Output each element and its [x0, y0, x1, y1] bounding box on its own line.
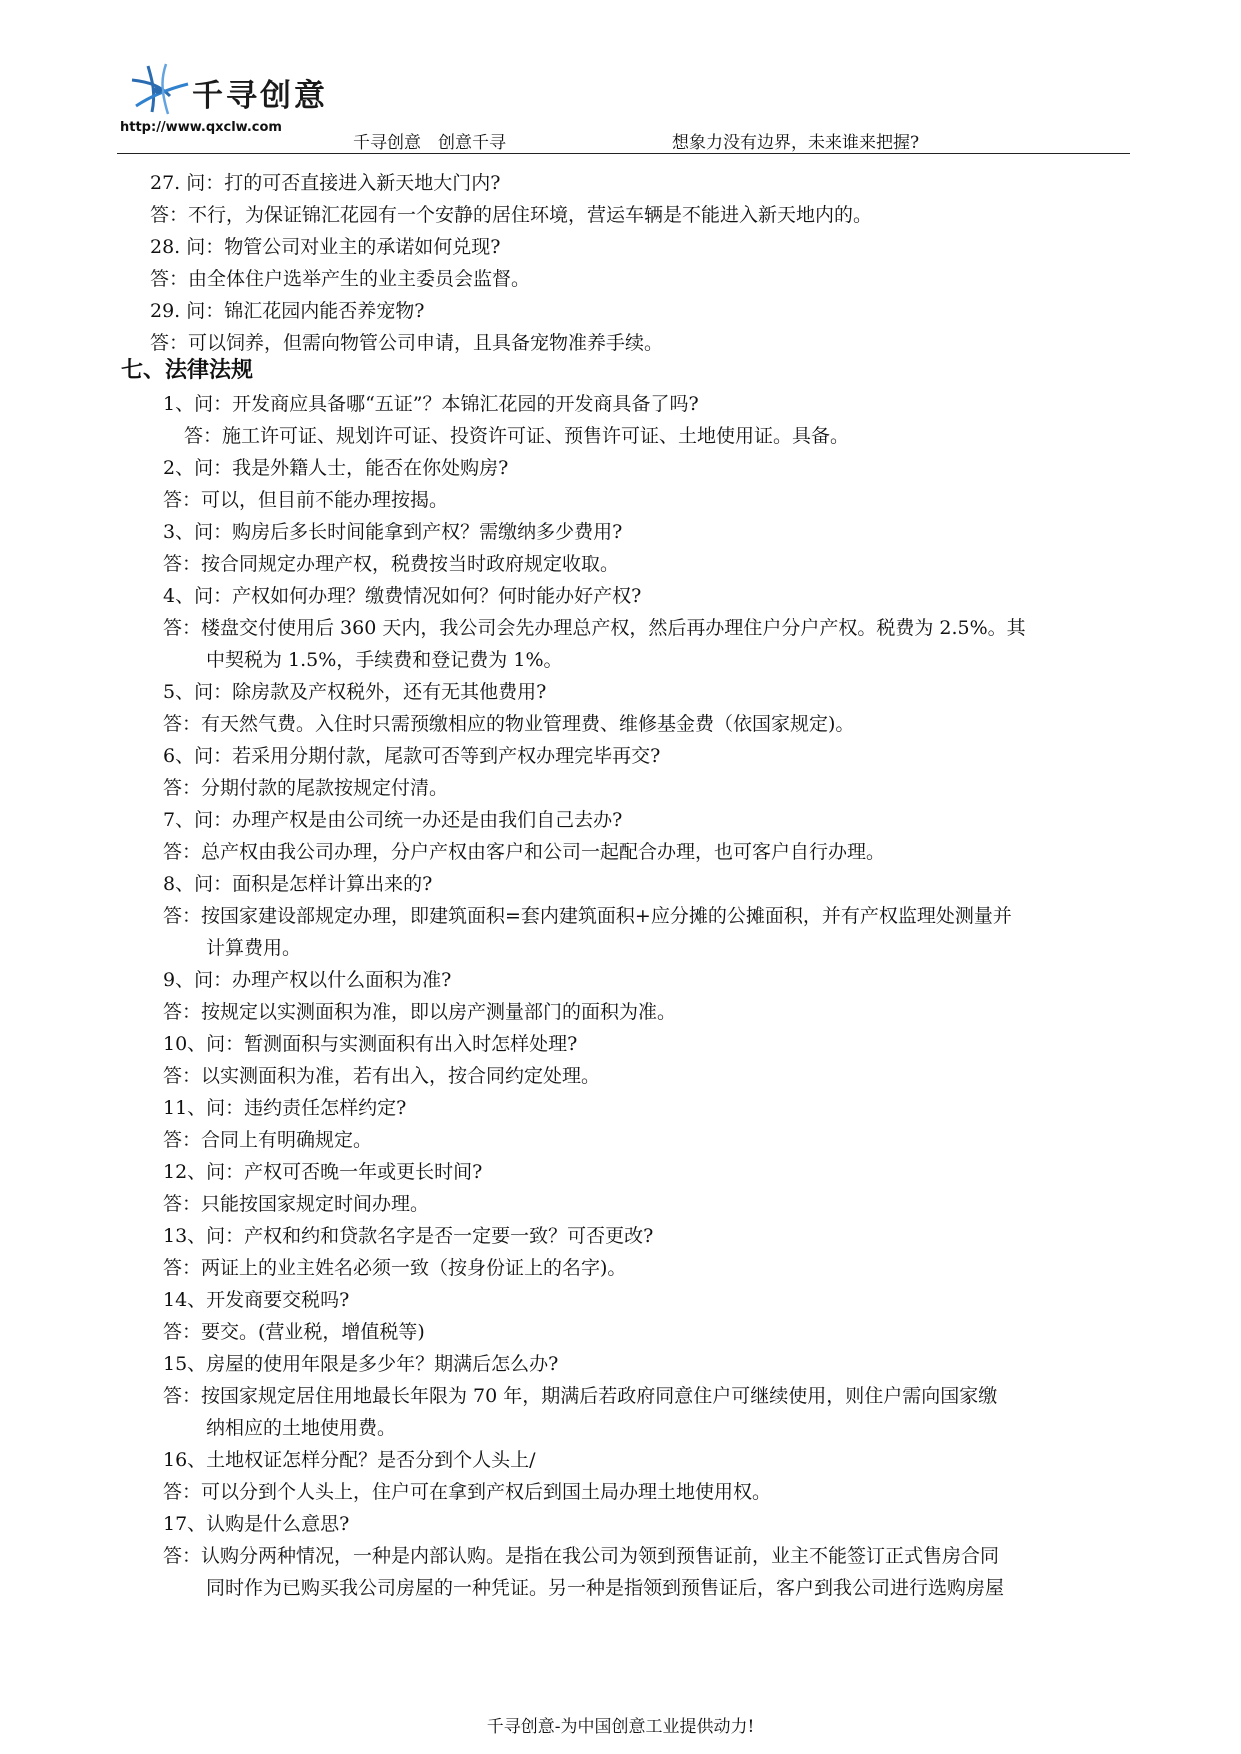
text-line: 答：按国家规定居住用地最长年限为 70 年，期满后若政府同意住户可继续使用，则住户需向国家缴	[163, 1385, 998, 1407]
text-line: 答：认购分两种情况，一种是内部认购。是指在我公司为领到预售证前，业主不能签订正式售房合同	[163, 1545, 1000, 1567]
text-line: 答：不行，为保证锦汇花园有一个安静的居住环境，营运车辆是不能进入新天地内的。	[150, 204, 873, 226]
page-footer: 千寻创意-为中国创意工业提供动力!	[486, 1717, 755, 1737]
text-line: 答：施工许可证、规划许可证、投资许可证、预售许可证、土地使用证。具备。	[184, 425, 850, 447]
text-line: 1、问：开发商应具备哪“五证”？本锦汇花园的开发商具备了吗?	[163, 393, 699, 415]
text-line: 12、问：产权可否晚一年或更长时间?	[163, 1161, 483, 1183]
text-line: 答：按国家建设部规定办理，即建筑面积=套内建筑面积+应分摊的公摊面积，并有产权监理处测量并	[163, 905, 1012, 927]
text-line: 14、开发商要交税吗?	[163, 1289, 350, 1311]
text-line: 答：可以分到个人头上，住户可在拿到产权后到国土局办理土地使用权。	[163, 1481, 772, 1503]
section-heading: 七、法律法规	[121, 358, 254, 383]
text-line: 答：有天然气费。入住时只需预缴相应的物业管理费、维修基金费（依国家规定)。	[163, 713, 855, 735]
text-line: 答：可以饲养，但需向物管公司申请，且具备宠物准养手续。	[150, 332, 664, 354]
header-tagline-left: 千寻创意 创意千寻	[353, 133, 506, 153]
text-line: 答：要交。(营业税，增值税等)	[163, 1321, 425, 1343]
text-line: 2、问：我是外籍人士，能否在你处购房?	[163, 457, 509, 479]
header-divider	[117, 153, 1130, 154]
text-line: 纳相应的土地使用费。	[206, 1417, 397, 1439]
text-line: 29. 问：锦汇花园内能否养宠物?	[150, 300, 425, 322]
header-tagline-right: 想象力没有边界，未来谁来把握?	[672, 133, 920, 153]
logo-url: http://www.qxclw.com	[120, 120, 282, 135]
text-line: 28. 问：物管公司对业主的承诺如何兑现?	[150, 236, 501, 258]
text-line: 5、问：除房款及产权税外，还有无其他费用?	[163, 681, 547, 703]
company-logo	[120, 62, 330, 140]
text-line: 答：由全体住户选举产生的业主委员会监督。	[150, 268, 531, 290]
text-line: 13、问：产权和约和贷款名字是否一定要一致？可否更改?	[163, 1225, 654, 1247]
text-line: 同时作为已购买我公司房屋的一种凭证。另一种是指领到预售证后，客户到我公司进行选购房屋	[206, 1577, 1005, 1599]
text-line: 答：以实测面积为准，若有出入，按合同约定处理。	[163, 1065, 601, 1087]
text-line: 答：分期付款的尾款按规定付清。	[163, 777, 449, 799]
text-line: 计算费用。	[206, 937, 302, 959]
text-line: 答：只能按国家规定时间办理。	[163, 1193, 430, 1215]
text-line: 4、问：产权如何办理？缴费情况如何？何时能办好产权?	[163, 585, 642, 607]
logo-title: 千寻创意	[192, 78, 328, 114]
text-line: 6、问：若采用分期付款，尾款可否等到产权办理完毕再交?	[163, 745, 661, 767]
text-line: 10、问：暂测面积与实测面积有出入时怎样处理?	[163, 1033, 578, 1055]
star-logo-icon	[130, 62, 192, 118]
text-line: 答：楼盘交付使用后 360 天内，我公司会先办理总产权，然后再办理住户分户产权。税费为 2.5%。其	[163, 617, 1026, 639]
text-line: 8、问：面积是怎样计算出来的?	[163, 873, 433, 895]
text-line: 27. 问：打的可否直接进入新天地大门内?	[150, 172, 501, 194]
text-line: 中契税为 1.5%，手续费和登记费为 1%。	[206, 649, 563, 671]
text-line: 11、问：违约责任怎样约定?	[163, 1097, 407, 1119]
text-line: 16、土地权证怎样分配？是否分到个人头上/	[163, 1449, 536, 1471]
text-line: 答：按规定以实测面积为准，即以房产测量部门的面积为准。	[163, 1001, 677, 1023]
text-line: 17、认购是什么意思?	[163, 1513, 350, 1535]
text-line: 答：合同上有明确规定。	[163, 1129, 373, 1151]
text-line: 答：总产权由我公司办理，分户产权由客户和公司一起配合办理，也可客户自行办理。	[163, 841, 886, 863]
text-line: 答：两证上的业主姓名必须一致（按身份证上的名字)。	[163, 1257, 627, 1279]
text-line: 7、问：办理产权是由公司统一办还是由我们自己去办?	[163, 809, 623, 831]
text-line: 3、问：购房后多长时间能拿到产权？需缴纳多少费用?	[163, 521, 623, 543]
text-line: 答：可以，但目前不能办理按揭。	[163, 489, 449, 511]
text-line: 9、问：办理产权以什么面积为准?	[163, 969, 452, 991]
text-line: 15、房屋的使用年限是多少年？期满后怎么办?	[163, 1353, 559, 1375]
text-line: 答：按合同规定办理产权，税费按当时政府规定收取。	[163, 553, 620, 575]
